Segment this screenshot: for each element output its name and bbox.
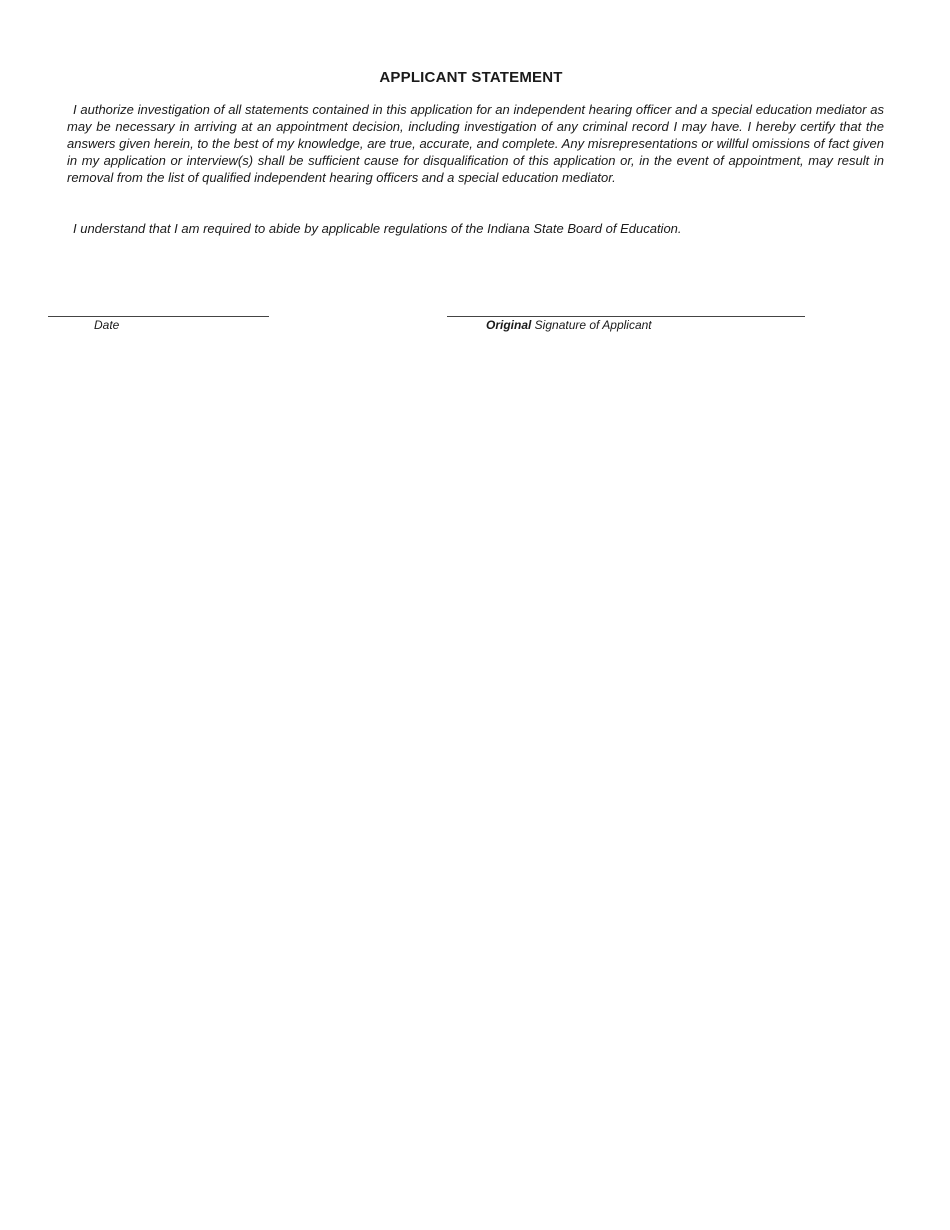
signature-label-text: Signature of Applicant	[531, 318, 652, 332]
date-label: Date	[94, 318, 120, 332]
date-line[interactable]	[48, 316, 269, 317]
regulations-paragraph: I understand that I am required to abide by applicable regulations of the Indiana State Board of Education.	[73, 221, 682, 236]
signature-label	[486, 318, 652, 332]
authorization-paragraph: I authorize investigation of all statements contained in this application for an independent hearing officer and a special education mediator as may be necessary in arriving at an appointment decision, including investigation of any criminal record I may have. I hereby certify that the answers given herein, to the best of my knowledge, are true, accurate, and complete. Any misrepresentations or willful omissions of fact given in my application or interview(s) shall be sufficient cause for disqualification of this application or, in the event of appointment, may result in removal from the list of qualified independent hearing officers and a special education mediator.	[67, 102, 884, 185]
page-title: APPLICANT STATEMENT	[379, 69, 563, 86]
signature-label-bold: Original	[486, 318, 532, 332]
signature-line[interactable]	[447, 316, 805, 317]
